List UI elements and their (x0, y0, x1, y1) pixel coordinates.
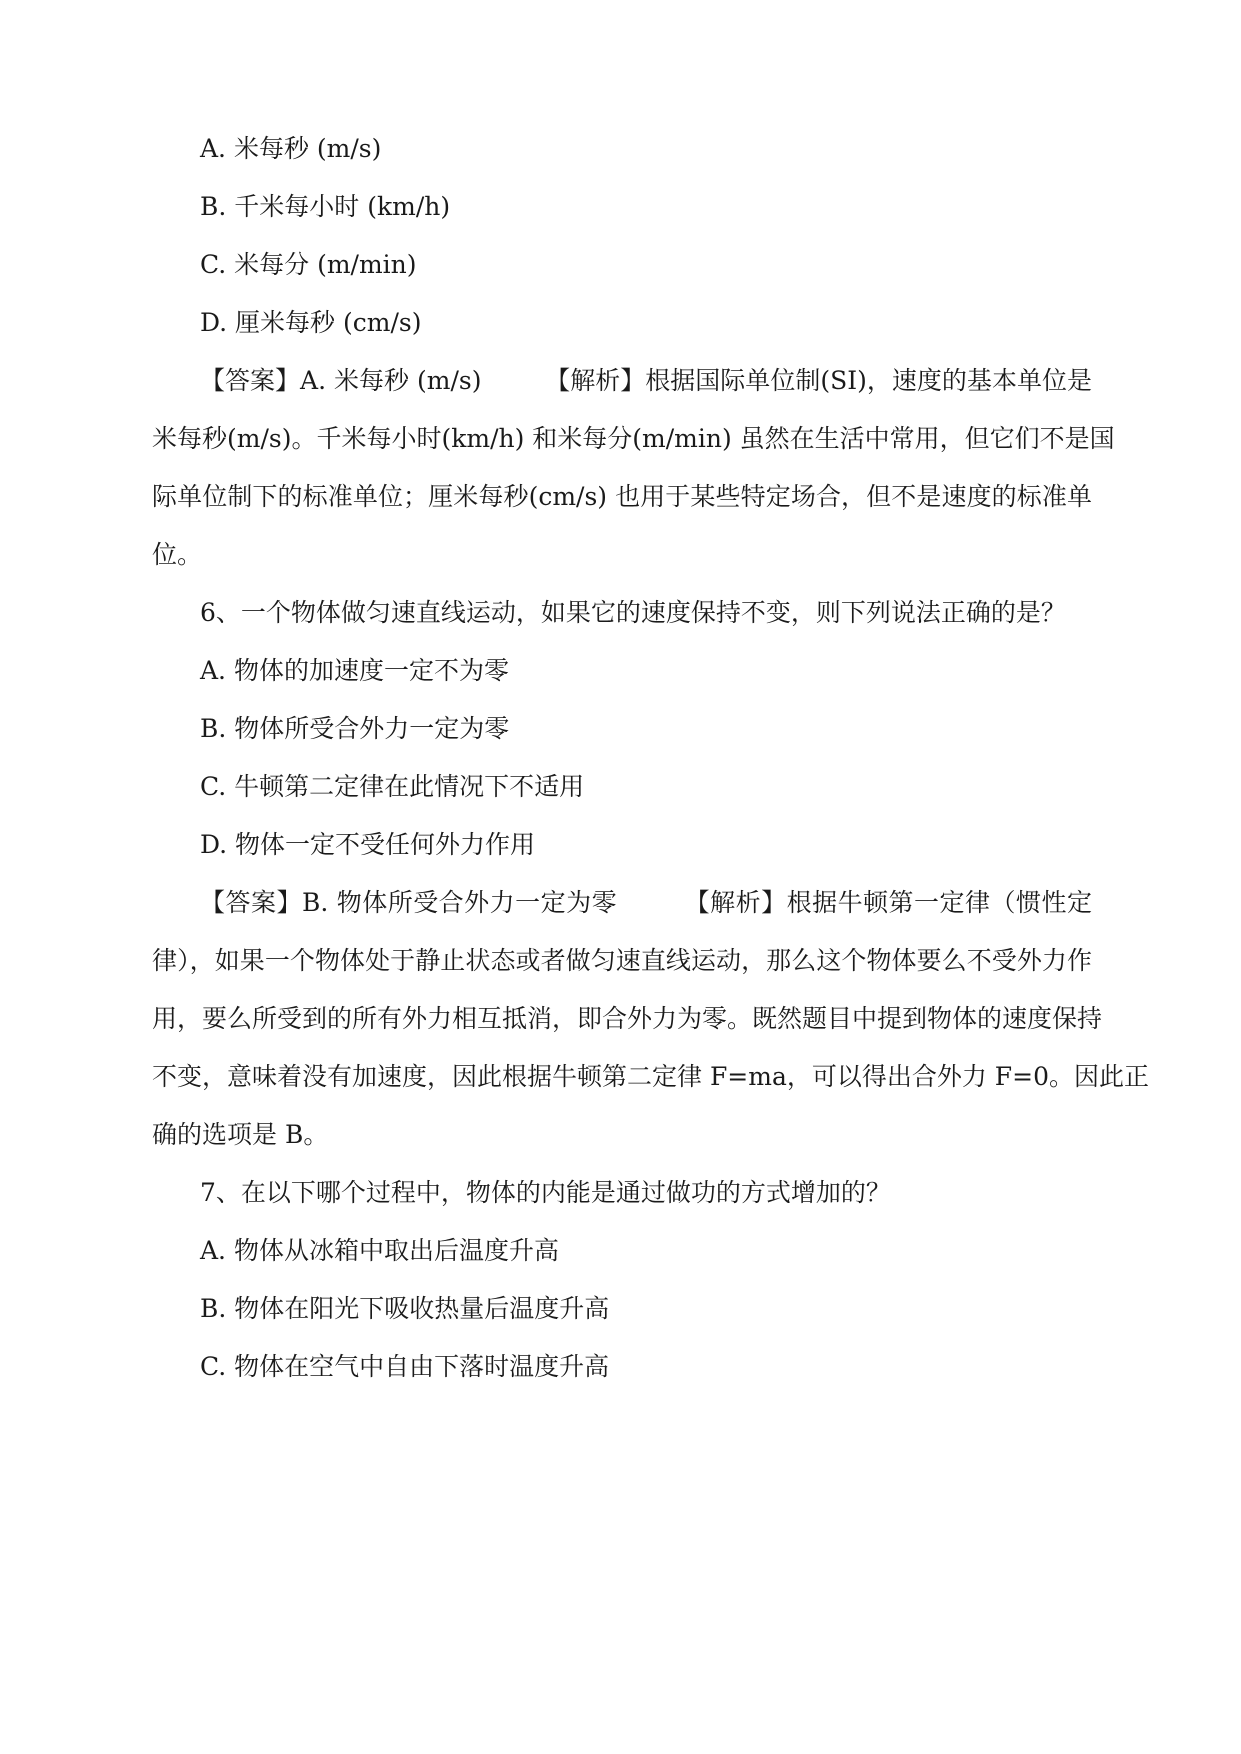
q6-option-a: A. 物体的加速度一定不为零 (200, 656, 509, 685)
q6-answer-line-1: 【答案】B. 物体所受合外力一定为零 【解析】根据牛顿第一定律（惯性定 (200, 888, 1092, 917)
q5-answer-line-2: 米每秒(m/s)。千米每小时(km/h) 和米每分(m/min) 虽然在生活中常用，但它们不是国 (152, 424, 1115, 453)
q6-answer-line-4: 不变，意味着没有加速度，因此根据牛顿第二定律 F=ma，可以得出合外力 F=0。因此正 (152, 1062, 1150, 1091)
q6-option-d: D. 物体一定不受任何外力作用 (200, 830, 536, 859)
q5-answer-line-1: 【答案】A. 米每秒 (m/s) 【解析】根据国际单位制(SI)，速度的基本单位是 (200, 366, 1092, 395)
q5-option-a: A. 米每秒 (m/s) (200, 134, 382, 163)
q7-option-c: C. 物体在空气中自由下落时温度升高 (200, 1352, 610, 1381)
q6-answer-line-5: 确的选项是 B。 (152, 1120, 329, 1149)
q6-answer-line-3: 用，要么所受到的所有外力相互抵消，即合外力为零。既然题目中提到物体的速度保持 (152, 1004, 1103, 1033)
q5-answer-line-3: 际单位制下的标准单位；厘米每秒(cm/s) 也用于某些特定场合，但不是速度的标准单 (152, 482, 1092, 511)
q7-question: 7、在以下哪个过程中，物体的内能是通过做功的方式增加的？ (200, 1178, 891, 1207)
q6-question: 6、一个物体做匀速直线运动，如果它的速度保持不变，则下列说法正确的是？ (200, 598, 1066, 627)
q6-answer-line-2: 律），如果一个物体处于静止状态或者做匀速直线运动，那么这个物体要么不受外力作 (152, 946, 1092, 975)
q6-option-c: C. 牛顿第二定律在此情况下不适用 (200, 772, 585, 801)
q6-option-b: B. 物体所受合外力一定为零 (200, 714, 510, 743)
q5-answer-line-4: 位。 (152, 540, 203, 569)
q5-option-c: C. 米每分 (m/min) (200, 250, 417, 279)
q7-option-b: B. 物体在阳光下吸收热量后温度升高 (200, 1294, 610, 1323)
q5-option-b: B. 千米每小时 (km/h) (200, 192, 451, 221)
q7-option-a: A. 物体从冰箱中取出后温度升高 (200, 1236, 559, 1265)
q5-option-d: D. 厘米每秒 (cm/s) (200, 308, 422, 337)
